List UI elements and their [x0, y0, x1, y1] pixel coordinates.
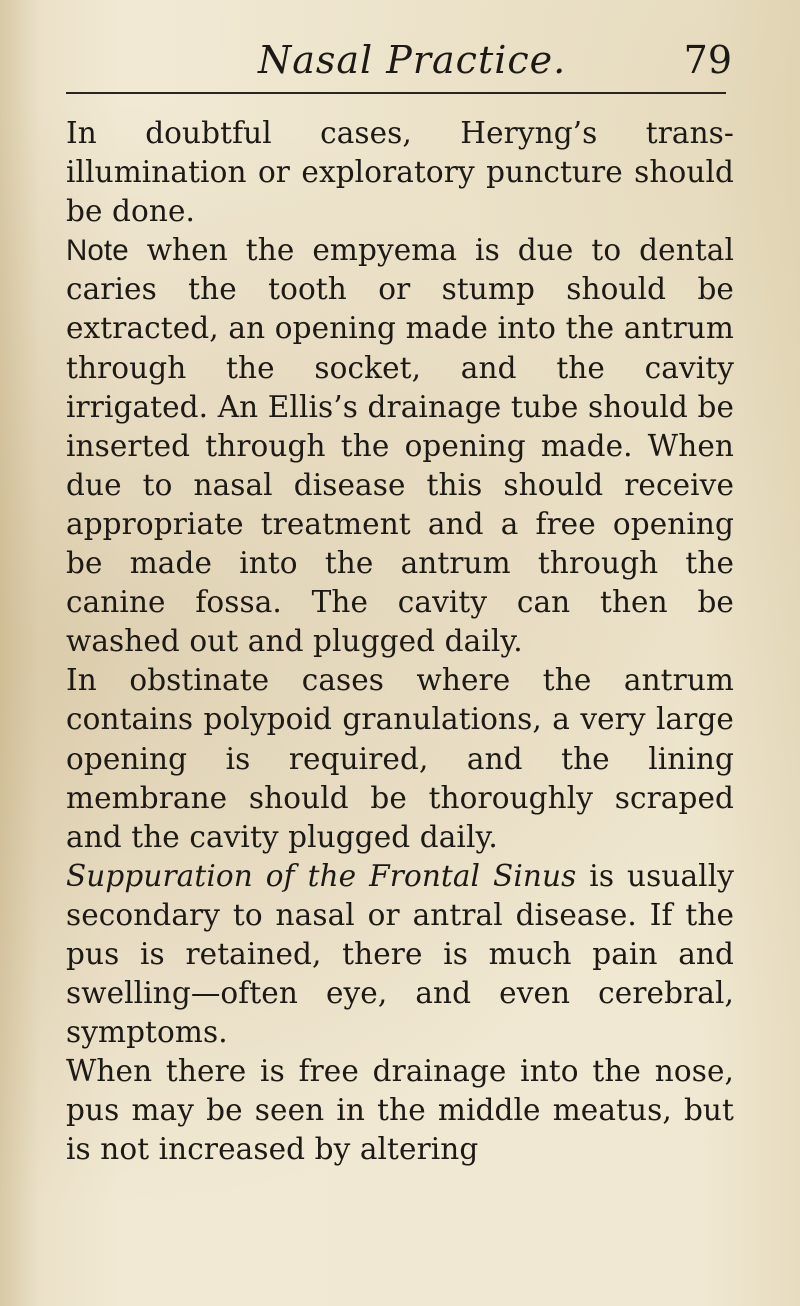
section-heading-italic: Suppuration of the Frontal Sinus — [66, 858, 577, 893]
page-number: 79 — [683, 38, 732, 82]
paragraph-frontal-sinus — [66, 857, 734, 1052]
running-title: Nasal Practice. — [258, 38, 567, 82]
paragraph-text: when the empyema is due to dental caries the tooth or stump should be extracted, an opening made into the antrum through the socket, and the cavity irrigated. An Ellis’s drainage tube should be inserted through the opening made. When due to nasal disease this should receive appropriate treatment and a free opening be made into the antrum through the canine fossa. The cavity can then be washed out and plugged daily. — [66, 233, 734, 659]
paragraph-dental-caries — [66, 231, 734, 661]
paragraph-text: is usually secondary to nasal or antral disease. If the pus is retained, there is much pain and swelling—often eye, and even cerebral, symptoms. — [66, 858, 734, 1050]
page-header — [0, 38, 800, 88]
paragraph-text: In obstinate cases where the antrum contains polypoid granulations, a very large opening is required, and the lining membrane should be thoroughly scraped and the cavity plugged daily. — [66, 663, 734, 854]
body-text — [66, 114, 734, 1170]
paragraph-text: When there is free drainage into the nose, pus may be seen in the middle meatus, but is not increased by altering — [66, 1054, 734, 1167]
paragraph-text: In doubtful cases, Heryng’s trans-illumination or exploratory puncture should be done. — [66, 116, 734, 229]
paragraph-obstinate-cases — [66, 661, 734, 856]
paragraph-transillumination — [66, 114, 734, 231]
note-label: Note — [66, 234, 129, 268]
header-rule — [66, 92, 726, 94]
paragraph-free-drainage — [66, 1052, 734, 1169]
